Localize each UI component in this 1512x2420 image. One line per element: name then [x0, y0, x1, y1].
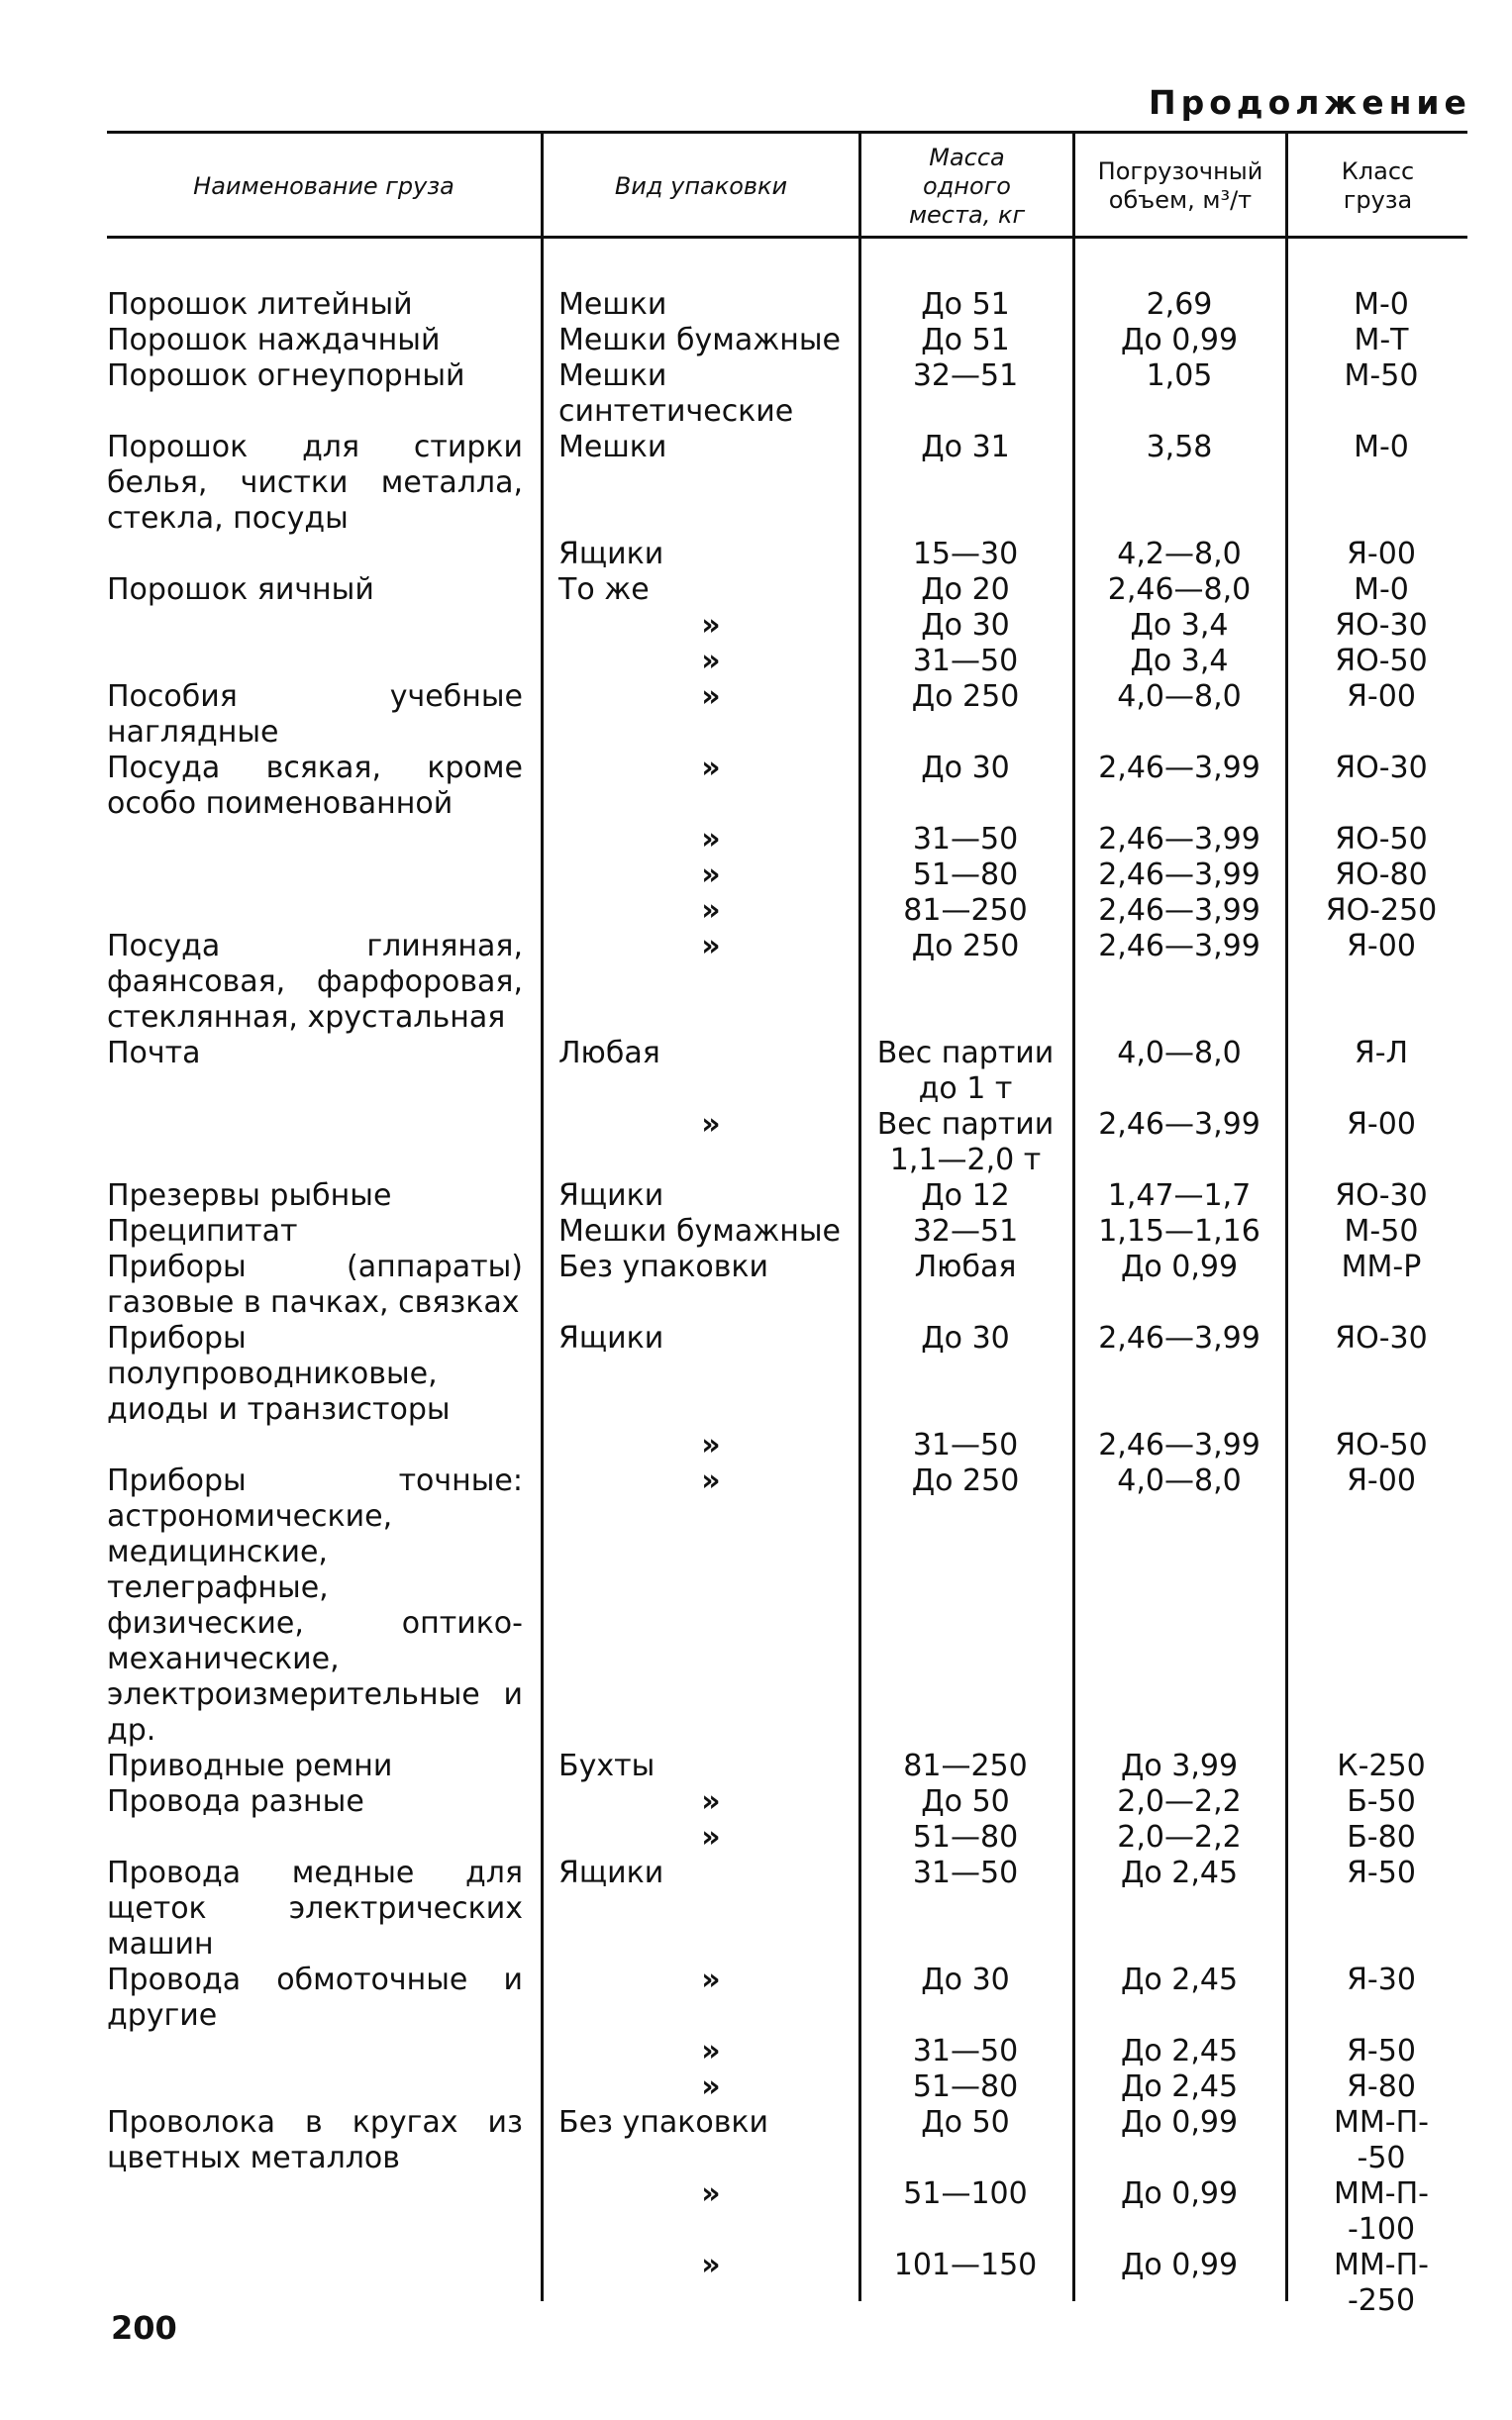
mass-cell: До 51 [921, 287, 1010, 322]
table-row [107, 358, 1467, 430]
table-row [107, 822, 1467, 857]
packaging-cell: » [701, 1428, 721, 1462]
packaging-cell: Ящики [558, 537, 664, 571]
packaging-cell: » [701, 1963, 721, 1997]
mass-cell: До 250 [911, 1463, 1020, 1498]
volume-cell: До 0,99 [1120, 2176, 1239, 2211]
mass-cell: 51—80 [912, 1820, 1019, 1855]
mass-cell: До 12 [921, 1178, 1010, 1213]
table-row [107, 287, 1467, 323]
packaging-cell: Бухты [558, 1749, 655, 1783]
table-row [107, 644, 1467, 679]
volume-cell: 2,69 [1146, 287, 1213, 322]
cargo-class-cell: Б-50 [1347, 1784, 1416, 1819]
packaging-cell: » [701, 608, 721, 643]
cargo-class-cell: Я-00 [1347, 537, 1416, 571]
table-row [107, 1214, 1467, 1250]
mass-cell: 51—80 [912, 2069, 1019, 2104]
table-row [107, 1178, 1467, 1214]
packaging-cell: » [701, 644, 721, 678]
packaging-cell: » [701, 1107, 721, 1142]
cargo-class-cell: ЯО-50 [1335, 822, 1428, 857]
table-row [107, 893, 1467, 929]
cargo-class-cell: Я-00 [1347, 679, 1416, 714]
cargo-class-cell: К-250 [1337, 1749, 1426, 1783]
packaging-cell: » [701, 751, 721, 785]
cargo-class-cell: ЯО-80 [1335, 857, 1428, 892]
table-row [107, 751, 1467, 822]
mass-cell: 31—50 [912, 644, 1019, 678]
volume-cell: 2,46—3,99 [1098, 1107, 1260, 1142]
mass-cell: 32—51 [912, 358, 1019, 393]
cargo-name-cell: Посуда всякая, кроме особо поименованной [107, 751, 523, 821]
table-row [107, 2105, 1467, 2176]
mass-cell: До 30 [921, 1963, 1010, 1997]
cargo-class-cell: Я-80 [1347, 2069, 1416, 2104]
table-row [107, 2069, 1467, 2105]
table-row [107, 1107, 1467, 1178]
continuation-label: Продолжение [1149, 83, 1471, 122]
cargo-class-cell: Я-50 [1347, 1856, 1416, 1890]
cargo-name-cell: Провода обмоточные и другие [107, 1963, 523, 2033]
volume-cell: 2,0—2,2 [1117, 1784, 1242, 1819]
table-row [107, 1856, 1467, 1963]
packaging-cell: » [701, 1820, 721, 1855]
cargo-name-cell: Приборы точные: астрономические, медицинские, телеграфные, физические, оптико-механические, электроизмерительные и др. [107, 1463, 523, 1748]
cargo-class-cell: Я-50 [1347, 2034, 1416, 2068]
volume-cell: До 2,45 [1120, 1963, 1239, 1997]
cargo-name-cell: Приборы (аппараты) газовые в пачках, связках [107, 1250, 523, 1320]
packaging-cell: » [701, 1784, 721, 1819]
table-row [107, 608, 1467, 644]
mass-cell: До 30 [921, 751, 1010, 785]
packaging-cell: Мешки [558, 287, 667, 322]
volume-cell: До 3,4 [1130, 608, 1229, 643]
table-row [107, 1036, 1467, 1107]
volume-cell: 4,0—8,0 [1117, 1036, 1242, 1070]
table-row [107, 2034, 1467, 2069]
column-header-packaging: Вид упаковки [614, 171, 788, 200]
mass-cell: До 51 [921, 323, 1010, 357]
cargo-class-cell: Я-Л [1354, 1036, 1409, 1070]
table-row [107, 1963, 1467, 2034]
volume-cell: До 0,99 [1120, 2105, 1239, 2140]
cargo-class-cell: М-0 [1354, 287, 1409, 322]
mass-cell: До 250 [911, 679, 1020, 714]
column-header-class: Класс груза [1341, 157, 1415, 214]
cargo-name-cell: Провода медные для щеток электрических машин [107, 1856, 523, 1962]
cargo-name-cell: Порошок наждачный [107, 323, 441, 357]
packaging-cell: Без упаковки [558, 1250, 769, 1284]
table-row [107, 1321, 1467, 1428]
cargo-table-body [107, 287, 1467, 2319]
volume-cell: 4,0—8,0 [1117, 679, 1242, 714]
volume-cell: 2,46—3,99 [1098, 857, 1260, 892]
cargo-class-cell: М-50 [1344, 1214, 1419, 1249]
cargo-class-cell: М-Т [1354, 323, 1409, 357]
volume-cell: 2,46—3,99 [1098, 1321, 1260, 1356]
packaging-cell: Любая [558, 1036, 660, 1070]
table-row [107, 572, 1467, 608]
cargo-class-cell: ММ-П- -100 [1334, 2176, 1429, 2247]
mass-cell: До 30 [921, 608, 1010, 643]
packaging-cell: » [701, 857, 721, 892]
cargo-name-cell: Порошок для стирки белья, чистки металла, стекла, посуды [107, 430, 523, 536]
volume-cell: 1,05 [1146, 358, 1213, 393]
mass-cell: Вес партии 1,1—2,0 т [876, 1107, 1055, 1177]
table-row [107, 929, 1467, 1036]
volume-cell: До 0,99 [1120, 1250, 1239, 1284]
mass-cell: 81—250 [903, 1749, 1028, 1783]
volume-cell: 3,58 [1146, 430, 1213, 464]
table-row [107, 1428, 1467, 1463]
packaging-cell: Ящики [558, 1178, 664, 1213]
cargo-name-cell: Порошок яичный [107, 572, 374, 607]
volume-cell: До 0,99 [1120, 2248, 1239, 2282]
packaging-cell: Мешки бумажные [558, 323, 841, 357]
packaging-cell: » [701, 2176, 721, 2211]
table-header-rule [107, 236, 1467, 239]
cargo-name-cell: Приборы полупроводниковые, диоды и транзисторы [107, 1321, 451, 1427]
cargo-class-cell: ЯО-250 [1325, 893, 1438, 928]
cargo-name-cell: Порошок огнеупорный [107, 358, 465, 393]
packaging-cell: Ящики [558, 1321, 664, 1356]
packaging-cell: То же [558, 572, 650, 607]
mass-cell: 51—80 [912, 857, 1019, 892]
volume-cell: 2,46—3,99 [1098, 929, 1260, 963]
mass-cell: 51—100 [903, 2176, 1028, 2211]
packaging-cell: » [701, 679, 721, 714]
cargo-class-cell: ММ-П- -250 [1334, 2248, 1429, 2318]
table-row [107, 430, 1467, 537]
cargo-name-cell: Приводные ремни [107, 1749, 393, 1783]
cargo-class-cell: М-0 [1354, 572, 1409, 607]
table-row [107, 2176, 1467, 2248]
packaging-cell: Мешки бумажные [558, 1214, 841, 1249]
mass-cell: До 50 [921, 1784, 1010, 1819]
volume-cell: 2,46—3,99 [1098, 1428, 1260, 1462]
packaging-cell: Ящики [558, 1856, 664, 1890]
table-row [107, 1784, 1467, 1820]
cargo-class-cell: Я-30 [1347, 1963, 1416, 1997]
mass-cell: 101—150 [893, 2248, 1038, 2282]
volume-cell: 1,47—1,7 [1107, 1178, 1252, 1213]
cargo-name-cell: Проволока в кругах из цветных металлов [107, 2105, 523, 2175]
table-row [107, 1820, 1467, 1856]
volume-cell: 2,0—2,2 [1117, 1820, 1242, 1855]
mass-cell: 15—30 [912, 537, 1019, 571]
mass-cell: 31—50 [912, 1856, 1019, 1890]
column-header-name: Наименование груза [193, 171, 454, 200]
mass-cell: 31—50 [912, 1428, 1019, 1462]
cargo-name-cell: Презервы рыбные [107, 1178, 392, 1213]
cargo-class-cell: ЯО-30 [1335, 608, 1428, 643]
cargo-class-cell: Я-00 [1347, 1107, 1416, 1142]
cargo-name-cell: Пособия учебные наглядные [107, 679, 523, 750]
table-top-rule [107, 131, 1467, 134]
volume-cell: До 2,45 [1120, 1856, 1239, 1890]
mass-cell: До 20 [921, 572, 1010, 607]
table-row [107, 1749, 1467, 1784]
cargo-name-cell: Почта [107, 1036, 201, 1070]
packaging-cell: » [701, 2034, 721, 2068]
volume-cell: 2,46—3,99 [1098, 751, 1260, 785]
table-row [107, 1250, 1467, 1321]
volume-cell: До 2,45 [1120, 2069, 1239, 2104]
cargo-name-cell: Посуда глиняная, фаянсовая, фарфоровая, стеклянная, хрустальная [107, 929, 523, 1035]
table-row [107, 1463, 1467, 1749]
column-header-volume: Погрузочный объем, м³/т [1097, 157, 1263, 214]
mass-cell: До 31 [921, 430, 1010, 464]
packaging-cell: » [701, 2069, 721, 2104]
cargo-class-cell: ММ-П- -50 [1334, 2105, 1429, 2175]
packaging-cell: » [701, 2248, 721, 2282]
volume-cell: До 2,45 [1120, 2034, 1239, 2068]
mass-cell: До 250 [911, 929, 1020, 963]
cargo-class-cell: ЯО-30 [1335, 1321, 1428, 1356]
packaging-cell: » [701, 893, 721, 928]
mass-cell: 31—50 [912, 2034, 1019, 2068]
cargo-name-cell: Провода разные [107, 1784, 364, 1819]
mass-cell: 81—250 [903, 893, 1028, 928]
volume-cell: До 3,4 [1130, 644, 1229, 678]
volume-cell: 2,46—3,99 [1098, 893, 1260, 928]
packaging-cell: » [701, 822, 721, 857]
cargo-class-cell: М-50 [1344, 358, 1419, 393]
cargo-name-cell: Преципитат [107, 1214, 298, 1249]
packaging-cell: Мешки [558, 430, 667, 464]
mass-cell: Вес партии до 1 т [876, 1036, 1055, 1106]
cargo-name-cell: Порошок литейный [107, 287, 413, 322]
packaging-cell: Без упаковки [558, 2105, 769, 2140]
page-number: 200 [111, 2309, 177, 2347]
volume-cell: 2,46—3,99 [1098, 822, 1260, 857]
mass-cell: 32—51 [912, 1214, 1019, 1249]
cargo-class-cell: ММ-Р [1341, 1250, 1422, 1284]
packaging-cell: Мешки синтетические [558, 358, 794, 429]
packaging-cell: » [701, 929, 721, 963]
volume-cell: 1,15—1,16 [1098, 1214, 1260, 1249]
cargo-class-cell: ЯО-30 [1335, 751, 1428, 785]
volume-cell: 2,46—8,0 [1107, 572, 1252, 607]
cargo-class-cell: М-0 [1354, 430, 1409, 464]
cargo-class-cell: Б-80 [1347, 1820, 1416, 1855]
table-row [107, 323, 1467, 358]
cargo-class-cell: ЯО-30 [1335, 1178, 1428, 1213]
mass-cell: Любая [914, 1250, 1017, 1284]
volume-cell: 4,2—8,0 [1117, 537, 1242, 571]
volume-cell: До 3,99 [1120, 1749, 1239, 1783]
table-row [107, 537, 1467, 572]
volume-cell: До 0,99 [1120, 323, 1239, 357]
cargo-class-cell: Я-00 [1347, 929, 1416, 963]
packaging-cell: » [701, 1463, 721, 1498]
volume-cell: 4,0—8,0 [1117, 1463, 1242, 1498]
cargo-class-cell: ЯО-50 [1335, 1428, 1428, 1462]
table-row [107, 2248, 1467, 2319]
mass-cell: 31—50 [912, 822, 1019, 857]
mass-cell: До 50 [921, 2105, 1010, 2140]
mass-cell: До 30 [921, 1321, 1010, 1356]
cargo-class-cell: ЯО-50 [1335, 644, 1428, 678]
table-row [107, 679, 1467, 751]
column-header-mass: Масса одного места, кг [908, 143, 1026, 229]
table-row [107, 857, 1467, 893]
cargo-class-cell: Я-00 [1347, 1463, 1416, 1498]
